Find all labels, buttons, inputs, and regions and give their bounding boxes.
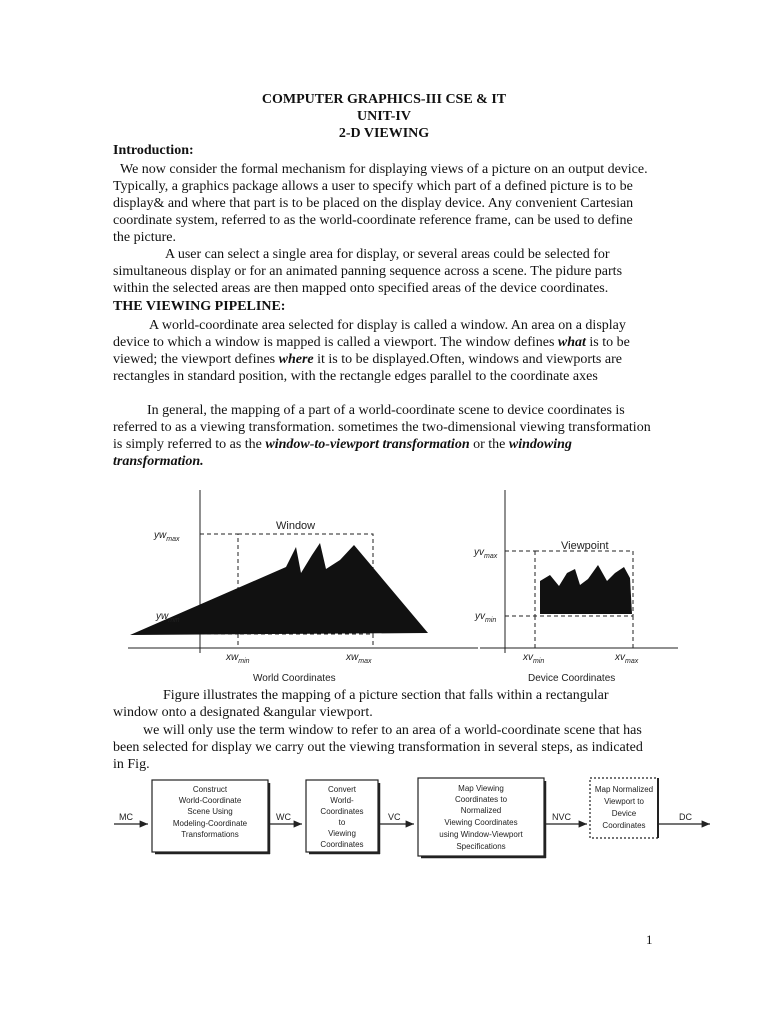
intro-heading: Introduction: <box>113 143 194 158</box>
map-viewing-line-4: Viewing Coordinates <box>444 818 518 827</box>
ywmin-text: yw <box>156 611 169 622</box>
intro-paragraph-2: A user can select a single area for display, or several areas could be selected for simultaneous display or for an animated panning sequence across a scene. The pidure parts within the selected areas are then mapped onto specified areas of the device coordinates. <box>113 247 623 296</box>
map-viewing-line-6: Specifications <box>456 842 506 851</box>
map-viewing-line-1: Map Viewing <box>458 784 504 793</box>
flow-box-convert <box>306 780 380 854</box>
map-normalized-line-1: Map Normalized <box>594 785 654 794</box>
p1-text-c: it is to be displayed.Often, windows and viewports are rectangles in standard position, with the rectangle edges parallel to the coordinate axes <box>113 352 622 384</box>
flow-label-wc: WC <box>276 812 291 822</box>
header-topic: 2-D VIEWING <box>338 126 430 141</box>
construct-line-5: Transformations <box>181 830 239 839</box>
convert-line-2: World- <box>330 796 354 805</box>
flow-label-dc: DC <box>679 812 692 822</box>
xvmax-text: xv <box>615 652 625 663</box>
world-caption: World Coordinates <box>253 673 336 684</box>
ywmin-sub: min <box>168 617 180 624</box>
convert-line-6: Coordinates <box>320 840 364 849</box>
yvmax-label <box>473 547 498 560</box>
term-what: what <box>557 335 586 350</box>
header-title: COMPUTER GRAPHICS-III CSE & IT <box>261 92 507 107</box>
xwmin-text: xw <box>226 652 239 663</box>
ywmin-label <box>155 611 180 624</box>
viewing-pipeline-diagram <box>112 774 714 860</box>
map-normalized-line-2: Viewport to <box>604 797 644 806</box>
yvmax-text: yv <box>474 547 484 558</box>
map-viewing-line-2: Coordinates to <box>454 795 508 804</box>
convert-line-1: Convert <box>327 785 357 794</box>
construct-line-1: Construct <box>192 785 228 794</box>
p2-text-b: or the <box>469 437 509 452</box>
pipeline-heading: THE VIEWING PIPELINE: <box>113 299 286 314</box>
map-normalized-line-4: Coordinates <box>602 821 646 830</box>
ywmax-sub: max <box>166 536 180 543</box>
flow-label-vc: VC <box>388 812 401 822</box>
pipeline-paragraph-2 <box>113 402 653 470</box>
convert-line-4: to <box>338 818 346 827</box>
p1-text-a: A world-coordinate area selected for display is called a window. An area on a display device to which a window is mapped is called a viewport. The window defines <box>113 318 626 350</box>
map-normalized-line-3: Device <box>611 809 637 818</box>
construct-line-4: Modeling-Coordinate <box>172 819 248 828</box>
xwmax-sub: max <box>358 658 372 665</box>
device-coordinates-panel <box>473 490 678 684</box>
convert-line-5: Viewing <box>328 829 356 838</box>
map-viewing-line-3: Normalized <box>460 806 502 815</box>
yvmin-label <box>474 611 496 624</box>
world-coordinates-panel <box>128 490 478 684</box>
xwmax-label <box>345 652 372 665</box>
window-label: Window <box>276 520 316 532</box>
ywmax-label <box>153 530 180 543</box>
xvmin-text: xv <box>523 652 533 663</box>
header-unit: UNIT-IV <box>357 109 411 124</box>
xwmin-label <box>225 652 250 665</box>
xvmax-label <box>614 652 639 665</box>
yvmax-sub: max <box>484 553 498 560</box>
pipeline-paragraph-1 <box>113 317 653 385</box>
p2-text-a: In general, the mapping of a part of a world-coordinate scene to device coordinates is referred to as a viewing transformation. sometimes the two-dimensional viewing transformation is simply referred to as the <box>113 403 651 452</box>
convert-line-3: Coordinates <box>320 807 364 816</box>
construct-line-3: Scene Using <box>187 807 233 816</box>
flow-label-nvc: NVC <box>552 812 572 822</box>
after-figure-paragraph: we will only use the term window to refer to an area of a world-coordinate scene that has been selected for display we carry out the viewing transformation in several steps, as indicated in Fig. <box>113 723 643 772</box>
xvmin-label <box>522 652 544 665</box>
device-caption: Device Coordinates <box>528 673 616 684</box>
intro-paragraph-1: We now consider the formal mechanism for displaying views of a picture on an output device. Typically, a graphics package allows a user to specify which part of a defined picture is to be display& and where that part is to be placed on the display device. Any convenient Cartesian coordinate system, referred to as the world-coordinate reference frame, can be used to define the picture. <box>113 162 651 245</box>
page-number: 1 <box>646 932 653 947</box>
viewport-label: Viewpoint <box>561 540 609 552</box>
window-viewport-figure <box>118 485 688 690</box>
viewport-mountain-shape <box>540 565 632 614</box>
yvmin-sub: min <box>485 617 497 624</box>
flow-box-construct <box>152 780 270 854</box>
ywmax-text: yw <box>154 530 167 541</box>
xwmax-text: xw <box>346 652 359 663</box>
xwmin-sub: min <box>238 658 250 665</box>
term-window-to-viewport: window-to-viewport transformation <box>265 437 470 452</box>
construct-line-2: World-Coordinate <box>178 796 242 805</box>
figure-description: Figure illustrates the mapping of a picture section that falls within a rectangular window onto a designated &angular viewport. <box>113 688 609 720</box>
term-windowing-transformation: windowing transformation. <box>113 437 572 469</box>
flow-box-map-viewing <box>418 778 546 858</box>
map-viewing-line-5: using Window-Viewport <box>439 830 523 839</box>
xvmax-sub: max <box>625 658 639 665</box>
flow-box-map-normalized <box>590 778 658 838</box>
xvmin-sub: min <box>533 658 545 665</box>
p1-text-b: is to be viewed; the viewport defines <box>113 335 630 367</box>
yvmin-text: yv <box>475 611 485 622</box>
term-where: where <box>278 352 314 367</box>
flow-label-mc: MC <box>119 812 133 822</box>
